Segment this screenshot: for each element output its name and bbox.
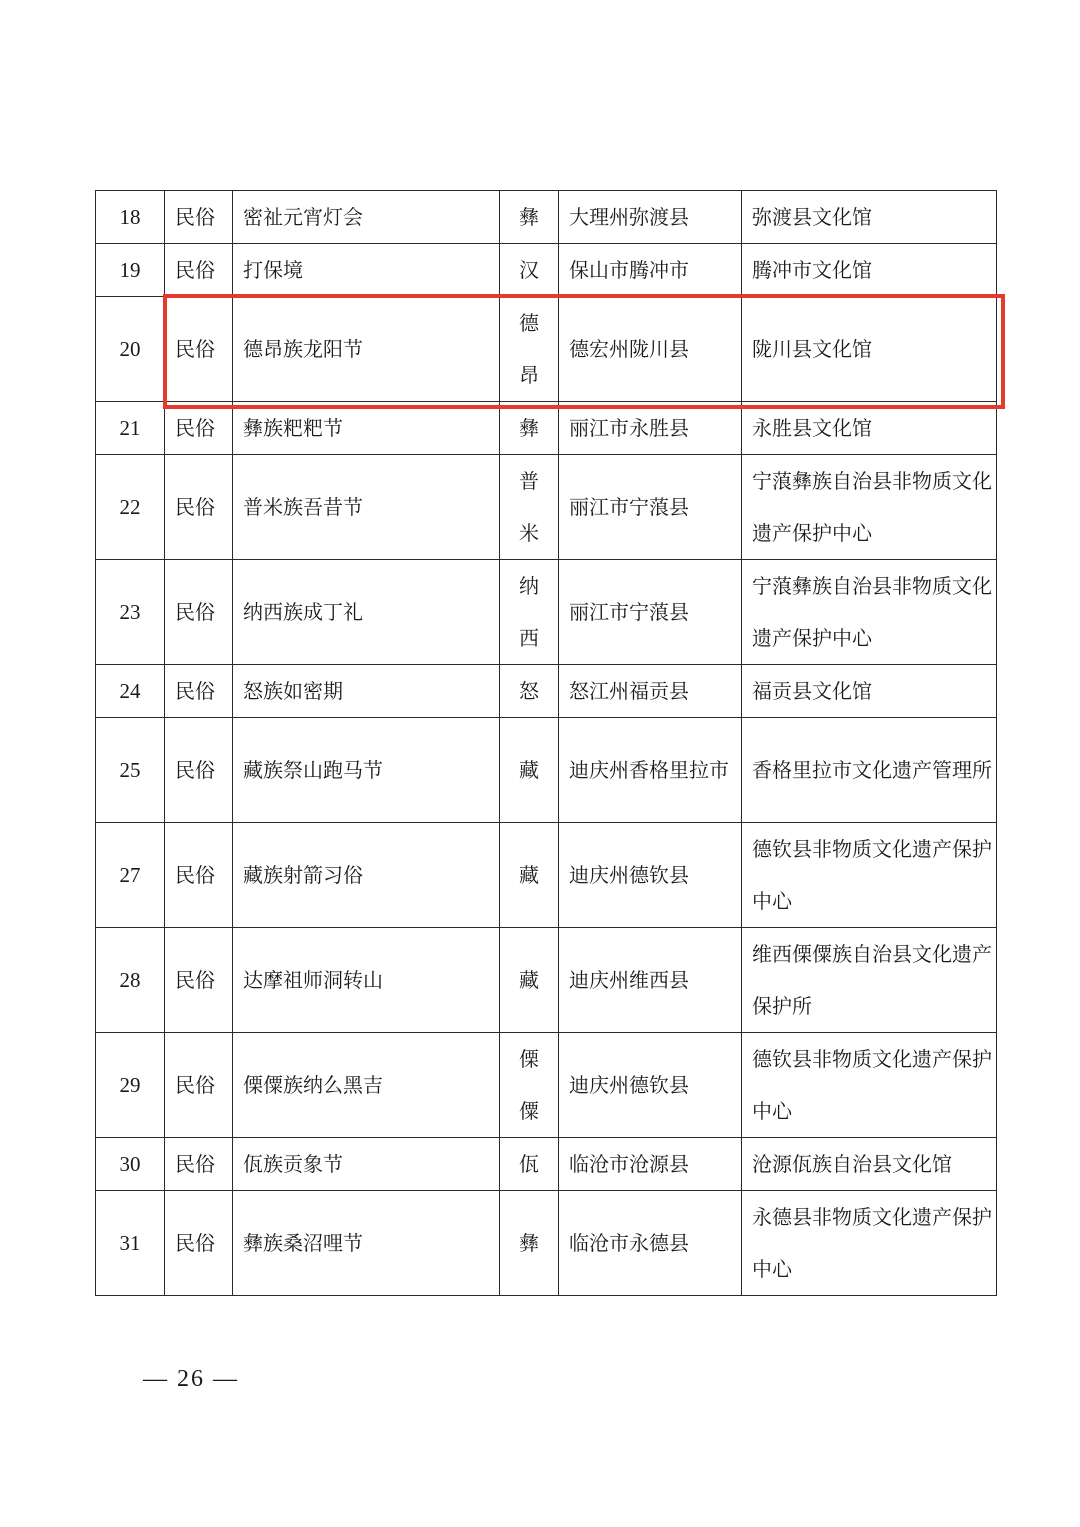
table-row: [96, 928, 997, 1033]
table-row: [96, 1033, 997, 1138]
region-cell: 丽江市宁蒗县: [559, 560, 742, 665]
ethnicity-cell: 纳西: [500, 560, 559, 665]
table-row: [96, 560, 997, 665]
item-name-cell: 彝族粑粑节: [233, 402, 500, 455]
region-cell: 德宏州陇川县: [559, 297, 742, 402]
category-cell: 民俗: [165, 455, 233, 560]
category-cell: 民俗: [165, 1033, 233, 1138]
table-row: [96, 1138, 997, 1191]
row-number: 31: [96, 1191, 165, 1296]
protection-unit-cell: 弥渡县文化馆: [742, 191, 997, 244]
protection-unit-cell: 陇川县文化馆: [742, 297, 997, 402]
category-cell: 民俗: [165, 191, 233, 244]
table-row: [96, 823, 997, 928]
category-cell: 民俗: [165, 1191, 233, 1296]
region-cell: 保山市腾冲市: [559, 244, 742, 297]
item-name-cell: 藏族祭山跑马节: [233, 718, 500, 823]
ethnicity-cell: 汉: [500, 244, 559, 297]
category-cell: 民俗: [165, 823, 233, 928]
region-cell: 临沧市永德县: [559, 1191, 742, 1296]
item-name-cell: 德昂族龙阳节: [233, 297, 500, 402]
ethnicity-cell: 彝: [500, 402, 559, 455]
region-cell: 丽江市永胜县: [559, 402, 742, 455]
ethnicity-cell: 普米: [500, 455, 559, 560]
item-name-cell: 普米族吾昔节: [233, 455, 500, 560]
table-row-highlighted: [96, 297, 997, 402]
table-row: [96, 402, 997, 455]
ethnicity-cell: 怒: [500, 665, 559, 718]
item-name-cell: 达摩祖师洞转山: [233, 928, 500, 1033]
category-cell: 民俗: [165, 928, 233, 1033]
protection-unit-cell: 宁蒗彝族自治县非物质文化遗产保护中心: [742, 455, 997, 560]
row-number: 28: [96, 928, 165, 1033]
category-cell: 民俗: [165, 665, 233, 718]
protection-unit-cell: 永胜县文化馆: [742, 402, 997, 455]
region-cell: 迪庆州德钦县: [559, 1033, 742, 1138]
table-row: [96, 191, 997, 244]
region-cell: 临沧市沧源县: [559, 1138, 742, 1191]
item-name-cell: 怒族如密期: [233, 665, 500, 718]
table-row: [96, 244, 997, 297]
ethnicity-cell: 佤: [500, 1138, 559, 1191]
row-number: 18: [96, 191, 165, 244]
protection-unit-cell: 香格里拉市文化遗产管理所: [742, 718, 997, 823]
table-row: [96, 455, 997, 560]
item-name-cell: 佤族贡象节: [233, 1138, 500, 1191]
row-number: 22: [96, 455, 165, 560]
table-row: [96, 1191, 997, 1296]
region-cell: 大理州弥渡县: [559, 191, 742, 244]
region-cell: 迪庆州维西县: [559, 928, 742, 1033]
protection-unit-cell: 福贡县文化馆: [742, 665, 997, 718]
ethnicity-cell: 傈僳: [500, 1033, 559, 1138]
ethnicity-cell: 彝: [500, 191, 559, 244]
category-cell: 民俗: [165, 560, 233, 665]
category-cell: 民俗: [165, 244, 233, 297]
region-cell: 迪庆州德钦县: [559, 823, 742, 928]
category-cell: 民俗: [165, 297, 233, 402]
protection-unit-cell: 永德县非物质文化遗产保护中心: [742, 1191, 997, 1296]
protection-unit-cell: 沧源佤族自治县文化馆: [742, 1138, 997, 1191]
ethnicity-cell: 藏: [500, 928, 559, 1033]
ethnicity-cell: 德昂: [500, 297, 559, 402]
row-number: 19: [96, 244, 165, 297]
protection-unit-cell: 维西傈僳族自治县文化遗产保护所: [742, 928, 997, 1033]
category-cell: 民俗: [165, 1138, 233, 1191]
item-name-cell: 纳西族成丁礼: [233, 560, 500, 665]
row-number: 21: [96, 402, 165, 455]
category-cell: 民俗: [165, 718, 233, 823]
page-number: — 26 —: [143, 1366, 239, 1392]
category-cell: 民俗: [165, 402, 233, 455]
item-name-cell: 打保境: [233, 244, 500, 297]
item-name-cell: 彝族桑沼哩节: [233, 1191, 500, 1296]
protection-unit-cell: 腾冲市文化馆: [742, 244, 997, 297]
protection-unit-cell: 宁蒗彝族自治县非物质文化遗产保护中心: [742, 560, 997, 665]
region-cell: 迪庆州香格里拉市: [559, 718, 742, 823]
row-number: 24: [96, 665, 165, 718]
row-number: 23: [96, 560, 165, 665]
table-row: [96, 665, 997, 718]
region-cell: 怒江州福贡县: [559, 665, 742, 718]
row-number: 29: [96, 1033, 165, 1138]
item-name-cell: 傈僳族纳么黑吉: [233, 1033, 500, 1138]
row-number: 30: [96, 1138, 165, 1191]
heritage-list-table: [95, 190, 997, 1296]
protection-unit-cell: 德钦县非物质文化遗产保护中心: [742, 823, 997, 928]
item-name-cell: 密祉元宵灯会: [233, 191, 500, 244]
region-cell: 丽江市宁蒗县: [559, 455, 742, 560]
ethnicity-cell: 藏: [500, 823, 559, 928]
protection-unit-cell: 德钦县非物质文化遗产保护中心: [742, 1033, 997, 1138]
table-row: [96, 718, 997, 823]
item-name-cell: 藏族射箭习俗: [233, 823, 500, 928]
row-number: 27: [96, 823, 165, 928]
row-number: 25: [96, 718, 165, 823]
ethnicity-cell: 彝: [500, 1191, 559, 1296]
ethnicity-cell: 藏: [500, 718, 559, 823]
row-number: 20: [96, 297, 165, 402]
